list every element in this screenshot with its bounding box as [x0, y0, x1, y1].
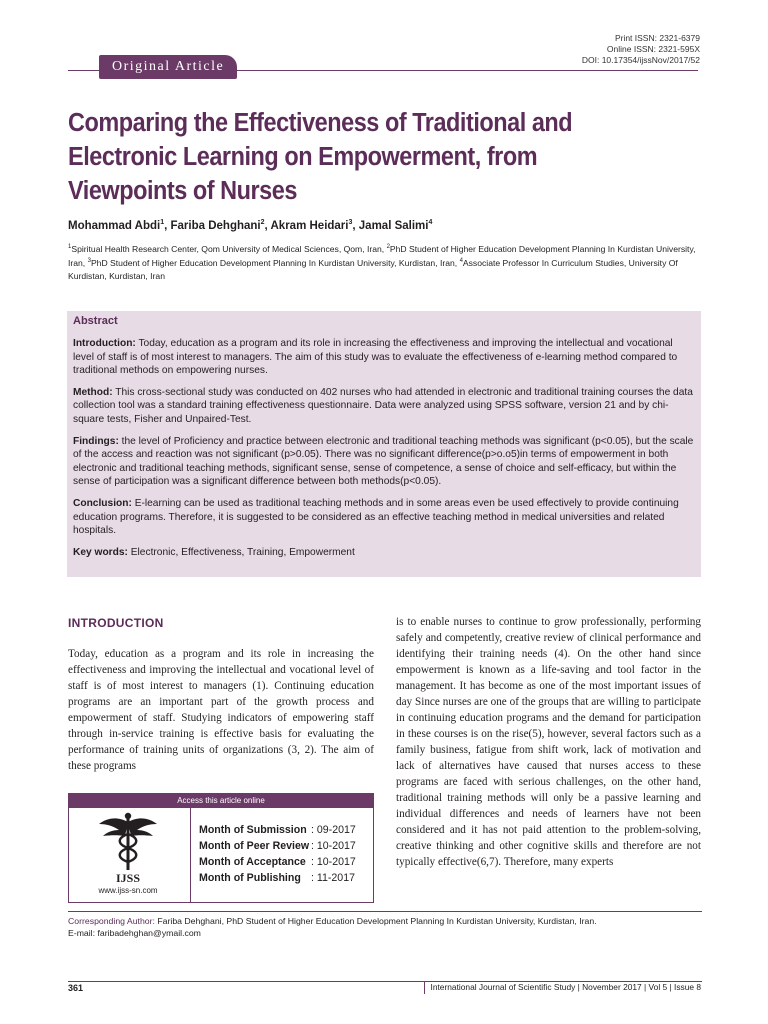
author-sup: 3	[348, 219, 353, 226]
abstract-heading: Abstract	[73, 315, 118, 327]
affil-text: PhD Student of Higher Education Development Planning In Kurdistan University, Kurdistan, Iran,	[90, 258, 460, 269]
section-label: Conclusion:	[73, 498, 132, 510]
section-label: Method:	[73, 387, 113, 399]
date-row	[191, 822, 373, 838]
title-line: Comparing the Effectiveness of Traditional and	[68, 109, 573, 137]
section-text: the level of Proficiency and practice between electronic and traditional teaching methods was significant (p<0.05), but the scale of the access and reaction was not significant (p>0.05). There was no significant difference(p>o.o5)in terms of empowerment in both electronic and traditional teaching methods, significant sense, sense of competence, a sense of choice and self-efficacy, but within the sense of participation was a significant difference between both methods(p<0.05).	[73, 436, 694, 487]
affil-sup: 4	[459, 258, 463, 265]
caduceus-icon	[69, 808, 187, 886]
author-name: Jamal Salimi	[358, 219, 429, 232]
author-sep: ,	[352, 219, 359, 232]
abstract-box	[67, 311, 701, 577]
affil-text: Spiritual Health Research Center, Qom University of Medical Sciences, Qom, Iran,	[71, 243, 387, 254]
abstract-keywords	[73, 546, 695, 559]
section-text: This cross-sectional study was conducted on 402 nurses who had attended in electronic and traditional training courses the data collection tool was a standard training effectiveness questionnaire. Data were analyzed using SPSS software, version 21 and by chi-square tests, Fisher and Unpaired-Test.	[73, 387, 693, 425]
section-label: Key words:	[73, 547, 128, 559]
article-title	[68, 106, 703, 208]
author-name: Mohammad Abdi	[68, 219, 161, 232]
author-sup: 1	[160, 219, 165, 226]
section-label: Introduction:	[73, 338, 136, 350]
access-article-box	[68, 793, 374, 903]
author-name: Akram Heidari	[270, 219, 349, 232]
section-label: Findings:	[73, 436, 119, 448]
date-row	[191, 870, 373, 886]
print-issn: Print ISSN: 2321-6379	[614, 33, 700, 43]
section-text: Electronic, Effectiveness, Training, Empowerment	[127, 547, 355, 559]
abstract-findings	[73, 435, 695, 488]
abstract-conclusion	[73, 497, 695, 537]
access-bar: Access this article online	[69, 794, 373, 808]
page-number: 361	[68, 983, 84, 993]
issn-block	[582, 33, 700, 66]
online-issn: Online ISSN: 2321-595X	[606, 44, 700, 54]
date-row	[191, 838, 373, 854]
author-name: Fariba Dehghani	[170, 219, 261, 232]
correspondence	[68, 915, 702, 939]
article-type-badge: Original Article	[99, 55, 237, 79]
logo-text: IJSS	[115, 871, 141, 885]
author-sep: ,	[164, 219, 171, 232]
date-value: : 10-2017	[311, 840, 356, 852]
journal-url[interactable]: www.ijss-sn.com	[98, 886, 158, 895]
affil-sup: 1	[68, 244, 72, 250]
ijss-logo	[69, 808, 187, 902]
affil-text: Associate Professor In Curriculum Studies, University Of Kurdistan, Kurdistan, Iran	[68, 258, 678, 281]
affil-sup: 3	[87, 258, 91, 265]
author-list	[68, 219, 432, 232]
date-value: : 10-2017	[311, 856, 356, 868]
correspondence-label: Corresponding Author:	[68, 916, 155, 926]
author-sup: 4	[428, 219, 433, 226]
introduction-right-text: is to enable nurses to continue to grow professionally, performing safely and competently, creative review of clinical performance and identifying their training needs (4). On the other hand since empowerment is known as a life-saving and tool factor in the management. It has become as one of the most important issues of day Since nurses are one of the groups that are willing to participate in continuing education programs and the demand for participation in these courses is on the rise(5), however, several factors such as a family business, fatigue from shift work, lack of motivation and lack of alternatives have caused that nurses access to these programs are faced with serious challenges, on the other hand, traditional training methods will only be a passive learning and individual differences and needs of learners have not been considered and it has not paid attention to the problem-solving, creative thinking and other cognitive skills and therefore are not typically effective(6,7). Therefore, many experts	[396, 616, 701, 868]
introduction-left-text: Today, education as a program and its role in increasing the effectiveness and improving the intellectual and vocational level of staff is of most interest to managers (1). Continuing education programs are an important part of the growth process and empowerment of staff. Studying indicators of empowering staff through in-service training is effective basis for evaluating the performance of training units of organizations (3, 2). The aim of these programs	[68, 648, 374, 772]
abstract-introduction	[73, 337, 695, 377]
affil-text: PhD Student of Higher Education Development Planning In Kurdistan University, Iran,	[68, 243, 696, 269]
correspondence-rule	[68, 911, 702, 912]
date-value: : 09-2017	[311, 824, 356, 836]
journal-citation: International Journal of Scientific Study | November 2017 | Vol 5 | Issue 8	[424, 981, 702, 994]
author-sep: ,	[264, 219, 271, 232]
title-line: Viewpoints of Nurses	[68, 177, 297, 205]
introduction-heading: INTRODUCTION	[68, 616, 164, 630]
section-text: Today, education as a program and its role in increasing the effectiveness and improving the intellectual and vocational level of staff is of most interest to managers. The aim of this study was to evaluate the effectiveness of e-learning method compared to traditional methods on empowering nurses.	[73, 338, 678, 376]
title-line: Electronic Learning on Empowerment, from	[68, 143, 538, 171]
affil-sup: 2	[386, 244, 390, 250]
affiliations	[68, 241, 700, 283]
date-label: Month of Submission	[199, 824, 307, 836]
date-label: Month of Peer Review	[199, 840, 310, 852]
correspondence-text: Fariba Dehghani, PhD Student of Higher Education Development Planning In Kurdistan University, Kurdistan, Iran.	[154, 916, 597, 926]
correspondence-author	[68, 915, 702, 927]
doi: DOI: 10.17354/ijssNov/2017/52	[581, 55, 700, 65]
section-text: E-learning can be used as traditional teaching methods and in some areas even be used effectively to provide continuing education programs. Therefore, it is suggested to be considered as an effective teaching method in medical universities and related hospitals.	[73, 498, 679, 536]
author-sup: 2	[260, 219, 265, 226]
date-value: : 11-2017	[311, 872, 355, 884]
abstract-method	[73, 386, 695, 426]
submission-dates	[190, 808, 373, 902]
body-left-column	[68, 616, 374, 774]
date-label: Month of Acceptance	[199, 856, 306, 868]
date-row	[191, 854, 373, 870]
date-label: Month of Publishing	[199, 872, 301, 884]
correspondence-email[interactable]: E-mail: faribadehghan@ymail.com	[68, 928, 201, 938]
